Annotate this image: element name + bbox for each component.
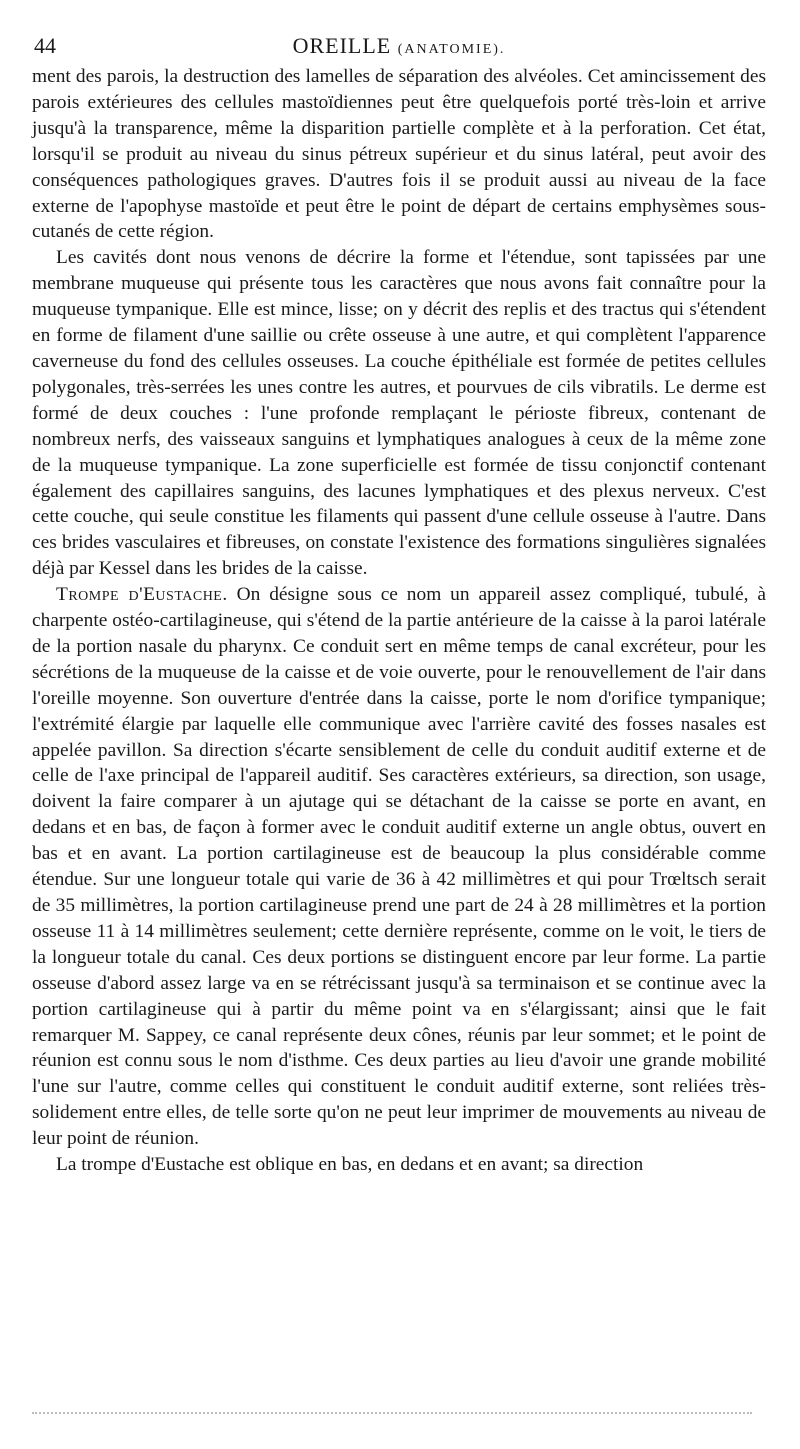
paragraph-text: La trompe d'Eustache est oblique en bas, en dedans et en avant; sa direction (56, 1154, 644, 1176)
paragraph (32, 1152, 766, 1178)
running-head-title: OREILLE (292, 33, 392, 58)
footer-divider (32, 1412, 752, 1418)
paragraph (32, 64, 766, 245)
paragraph (32, 245, 766, 582)
paragraph-text: Les cavités dont nous venons de décrire la forme et l'étendue, sont tapissées par une membrane muqueuse qui présente tous les caractères que nous avons fait connaître pour la muqueuse tympanique. Elle est mince, lisse; on y décrit des replis et des tractus qui s'étendent en forme de filament d'une saillie ou crête osseuse à une autre, et qui complètent l'apparence caverneuse du fond des cellules osseuses. La couche épithéliale est formée de petites cellules polygonales, très-serrées les unes contre les autres, et pourvues de cils vibratils. Le derme est formé de deux couches : l'une profonde remplaçant le périoste fibreux, contenant de nombreux nerfs, des vaisseaux sanguins et lymphatiques analogues à ceux de la même zone de la muqueuse tympanique. La zone superficielle est formée de tissu conjonctif contenant également des capillaires sanguins, des lacunes lymphatiques et des plexus nerveux. C'est cette couche, qui seule constitue les filaments qui passent d'une cellule osseuse à l'autre. Dans ces brides vasculaires et fibreuses, on constate l'existence des formations singulières signalées déjà par Kessel dans les brides de la caisse. (32, 247, 766, 580)
paragraph-text: On désigne sous ce nom un appareil assez compliqué, tubulé, à charpente ostéo-cartilagineuse, qui s'étend de la partie antérieure de la caisse à la paroi latérale de la portion nasale du pharynx. Ce conduit sert en même temps de canal excréteur, pour les sécrétions de la muqueuse de la caisse et de voie ouverte, pour le renouvellement de l'air dans l'oreille moyenne. Son ouverture d'entrée dans la caisse, porte le nom d'orifice tympanique; l'extrémité élargie par laquelle elle communique avec l'arrière cavité des fosses nasales est appelée pavillon. Sa direction s'écarte sensiblement de celle du conduit auditif externe et de celle de l'axe principal de l'appareil auditif. Ses caractères extérieurs, sa direction, son usage, doivent la faire comparer à un ajutage qui se détachant de la caisse se porte en avant, en dedans et en bas, de façon à former avec le conduit auditif externe un angle obtus, ouvert en bas et en avant. La portion cartilagineuse est de beaucoup la plus considérable comme étendue. Sur une longueur totale qui varie de 36 à 42 millimètres et qui pour Trœltsch serait de 35 millimètres, la portion cartilagineuse prend une part de 24 à 28 millimètres et la portion osseuse 11 à 14 millimètres seulement; cette dernière représente, comme on le voit, le tiers de la longueur totale du canal. Ces deux portions se distinguent encore par leur forme. La partie osseuse d'abord assez large va en se rétrécissant jusqu'à sa terminaison et se continue avec la portion cartilagineuse qui à partir du même point va en s'élargissant; ainsi que le fait remarquer M. Sappey, ce canal représente deux cônes, réunis par leur sommet; et le point de réunion est connu sous le nom d'isthme. Ces deux parties au lieu d'avoir une grande mobilité l'une sur l'autre, comme celles qui constituent le conduit auditif externe, sont reliées très-solidement entre elles, de telle sorte qu'on ne peut leur imprimer de mouvements au niveau de leur point de réunion. (32, 584, 766, 1150)
body-text (32, 64, 766, 1178)
section-lead: Trompe d'Eustache. (56, 584, 228, 606)
page-number: 44 (34, 33, 56, 58)
paragraph-text: ment des parois, la destruction des lamelles de séparation des alvéoles. Cet amincissement des parois extérieures des cellules mastoïdiennes peut être quelquefois porté très-loin et arrive jusqu'à la transparence, même la disparition partielle complète et à la perforation. Cet état, lorsqu'il se produit au niveau du sinus pétreux supérieur et du sinus latéral, peut avoir des conséquences pathologiques graves. D'autres fois il se produit aussi au niveau de la face externe de l'apophyse mastoïde et peut être le point de départ de certains emphysèmes sous-cutanés de cette région. (32, 66, 766, 243)
page (32, 28, 766, 1178)
paragraph-section (32, 582, 766, 1152)
page-header (32, 28, 766, 64)
running-head-subtitle: (ANATOMIE). (397, 42, 506, 57)
running-head (32, 28, 766, 68)
